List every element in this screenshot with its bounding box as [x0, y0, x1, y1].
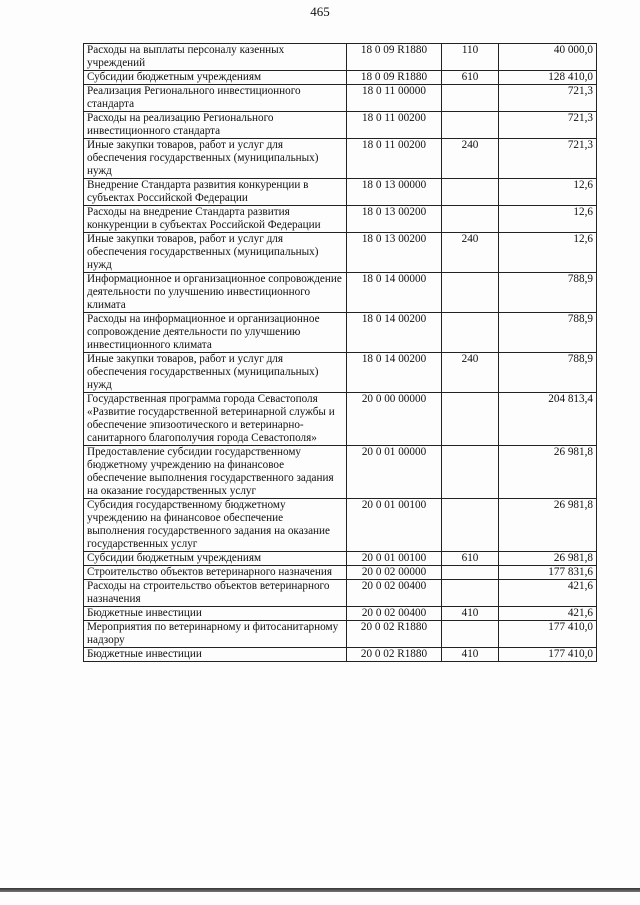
amount: 721,3: [499, 112, 597, 139]
expense-type-code: 610: [442, 552, 499, 566]
target-code: 20 0 02 R1880: [347, 621, 442, 648]
expense-name: Предоставление субсидии государственному бюджетному учреждению на финансовое обеспечение выполнения государственного задания на оказание государственных услуг: [84, 446, 347, 499]
target-code: 20 0 01 00100: [347, 552, 442, 566]
table-row: [84, 313, 597, 353]
target-code: 20 0 02 00000: [347, 566, 442, 580]
amount: 788,9: [499, 313, 597, 353]
expense-name: Государственная программа города Севастополя «Развитие государственной ветеринарной службы и обеспечение эпизоотического и ветеринарно-санитарного благополучия города Севастополя»: [84, 393, 347, 446]
expense-type-code: [442, 273, 499, 313]
amount: 26 981,8: [499, 552, 597, 566]
table-row: [84, 353, 597, 393]
expense-name: Иные закупки товаров, работ и услуг для обеспечения государственных (муниципальных) нужд: [84, 139, 347, 179]
amount: 421,6: [499, 607, 597, 621]
table-row: [84, 552, 597, 566]
expense-type-code: 410: [442, 648, 499, 662]
amount: 12,6: [499, 179, 597, 206]
target-code: 18 0 09 R1880: [347, 44, 442, 71]
expense-type-code: [442, 112, 499, 139]
target-code: 18 0 14 00000: [347, 273, 442, 313]
target-code: 18 0 13 00200: [347, 233, 442, 273]
expense-type-code: [442, 313, 499, 353]
table-row: [84, 44, 597, 71]
expense-name: Субсидии бюджетным учреждениям: [84, 71, 347, 85]
table-row: [84, 499, 597, 552]
expense-type-code: 110: [442, 44, 499, 71]
expense-name: Расходы на реализацию Регионального инвестиционного стандарта: [84, 112, 347, 139]
target-code: 20 0 02 00400: [347, 607, 442, 621]
expense-type-code: 240: [442, 353, 499, 393]
target-code: 20 0 01 00000: [347, 446, 442, 499]
target-code: 20 0 02 00400: [347, 580, 442, 607]
table-row: [84, 580, 597, 607]
amount: 177 410,0: [499, 648, 597, 662]
table-row: [84, 206, 597, 233]
target-code: 18 0 14 00200: [347, 313, 442, 353]
expense-name: Расходы на информационное и организационное сопровождение деятельности по улучшению инвестиционного климата: [84, 313, 347, 353]
amount: 128 410,0: [499, 71, 597, 85]
budget-table: [83, 43, 597, 662]
table-row: [84, 607, 597, 621]
target-code: 18 0 13 00000: [347, 179, 442, 206]
amount: 12,6: [499, 206, 597, 233]
expense-type-code: [442, 85, 499, 112]
expense-name: Расходы на выплаты персоналу казенных учреждений: [84, 44, 347, 71]
expense-name: Расходы на внедрение Стандарта развития конкуренции в субъектах Российской Федерации: [84, 206, 347, 233]
amount: 40 000,0: [499, 44, 597, 71]
table-row: [84, 393, 597, 446]
expense-name: Иные закупки товаров, работ и услуг для обеспечения государственных (муниципальных) нужд: [84, 353, 347, 393]
budget-table-body: [84, 44, 597, 662]
table-row: [84, 233, 597, 273]
amount: 26 981,8: [499, 446, 597, 499]
expense-name: Внедрение Стандарта развития конкуренции в субъектах Российской Федерации: [84, 179, 347, 206]
amount: 721,3: [499, 139, 597, 179]
target-code: 18 0 11 00200: [347, 139, 442, 179]
expense-name: Мероприятия по ветеринарному и фитосанитарному надзору: [84, 621, 347, 648]
amount: 788,9: [499, 353, 597, 393]
expense-name: Субсидия государственному бюджетному учреждению на финансовое обеспечение выполнения государственного задания на оказание государственных услуг: [84, 499, 347, 552]
amount: 26 981,8: [499, 499, 597, 552]
table-row: [84, 446, 597, 499]
expense-type-code: [442, 566, 499, 580]
expense-type-code: [442, 446, 499, 499]
amount: 721,3: [499, 85, 597, 112]
expense-type-code: [442, 206, 499, 233]
target-code: 18 0 14 00200: [347, 353, 442, 393]
scan-edge-line: [0, 888, 640, 892]
expense-type-code: [442, 580, 499, 607]
amount: 12,6: [499, 233, 597, 273]
table-row: [84, 273, 597, 313]
expense-name: Субсидии бюджетным учреждениям: [84, 552, 347, 566]
expense-name: Информационное и организационное сопровождение деятельности по улучшению инвестиционного климата: [84, 273, 347, 313]
expense-type-code: [442, 179, 499, 206]
expense-type-code: 240: [442, 233, 499, 273]
expense-name: Бюджетные инвестиции: [84, 648, 347, 662]
expense-name: Расходы на строительство объектов ветеринарного назначения: [84, 580, 347, 607]
target-code: 18 0 11 00000: [347, 85, 442, 112]
table-row: [84, 85, 597, 112]
expense-name: Иные закупки товаров, работ и услуг для обеспечения государственных (муниципальных) нужд: [84, 233, 347, 273]
expense-type-code: [442, 621, 499, 648]
target-code: 20 0 01 00100: [347, 499, 442, 552]
target-code: 20 0 00 00000: [347, 393, 442, 446]
expense-type-code: [442, 499, 499, 552]
expense-name: Реализация Регионального инвестиционного стандарта: [84, 85, 347, 112]
expense-name: Бюджетные инвестиции: [84, 607, 347, 621]
amount: 788,9: [499, 273, 597, 313]
table-row: [84, 71, 597, 85]
expense-type-code: 240: [442, 139, 499, 179]
expense-type-code: [442, 393, 499, 446]
expense-type-code: 610: [442, 71, 499, 85]
table-row: [84, 566, 597, 580]
target-code: 18 0 13 00200: [347, 206, 442, 233]
target-code: 18 0 09 R1880: [347, 71, 442, 85]
expense-type-code: 410: [442, 607, 499, 621]
amount: 177 831,6: [499, 566, 597, 580]
amount: 204 813,4: [499, 393, 597, 446]
table-row: [84, 112, 597, 139]
amount: 177 410,0: [499, 621, 597, 648]
amount: 421,6: [499, 580, 597, 607]
expense-name: Строительство объектов ветеринарного назначения: [84, 566, 347, 580]
target-code: 20 0 02 R1880: [347, 648, 442, 662]
page-number: 465: [310, 4, 330, 19]
table-row: [84, 648, 597, 662]
table-row: [84, 179, 597, 206]
table-row: [84, 139, 597, 179]
table-row: [84, 621, 597, 648]
target-code: 18 0 11 00200: [347, 112, 442, 139]
